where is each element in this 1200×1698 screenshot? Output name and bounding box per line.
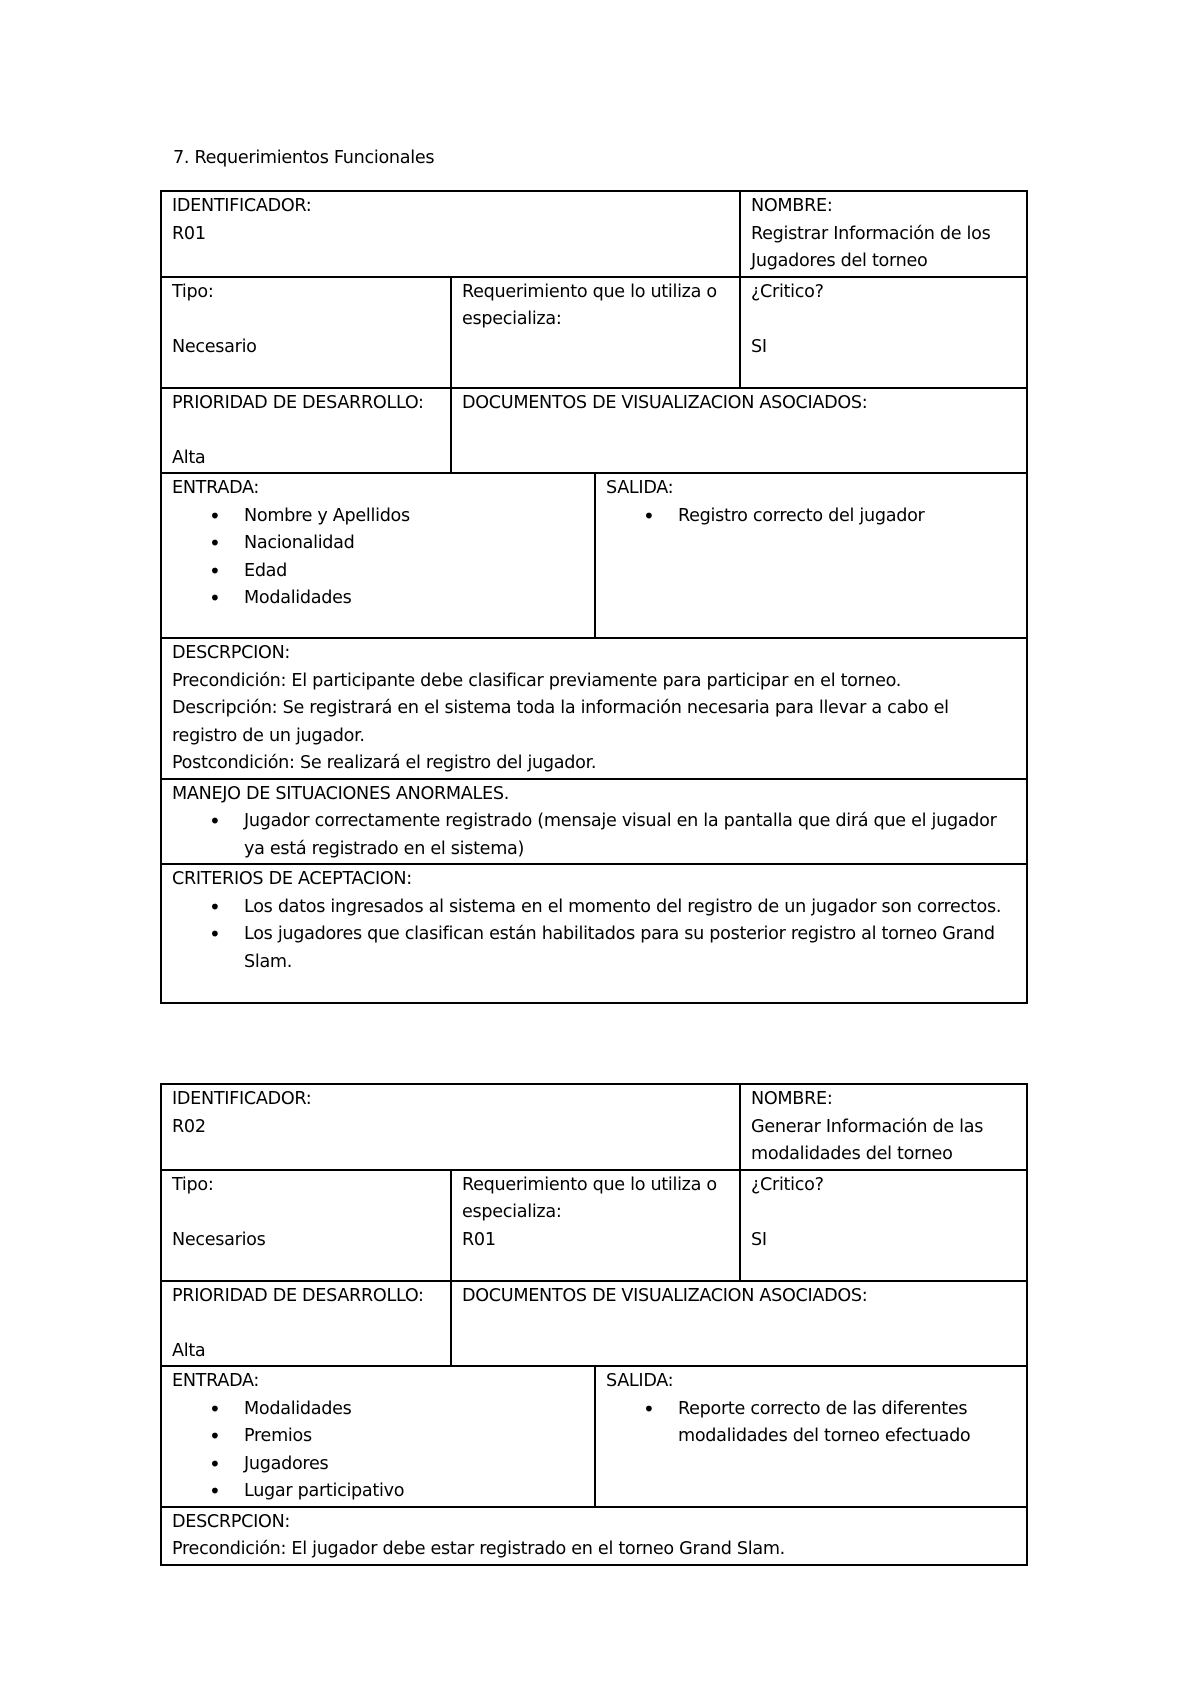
entrada-list	[172, 503, 586, 613]
descripcion-cell	[161, 1507, 1027, 1565]
requirement-table-r01	[160, 190, 1028, 1004]
list-item: • Modalidades	[244, 1396, 586, 1424]
salida-cell	[595, 473, 1027, 638]
manejo-label: MANEJO DE SITUACIONES ANORMALES.	[172, 783, 510, 804]
descripcion-text: Descripción: Se registrará en el sistema toda la información necesaria para llevar a cabo el registro de un jugador.	[172, 698, 949, 746]
identifier-cell	[161, 191, 740, 277]
tipo-cell	[161, 277, 451, 388]
prioridad-label: PRIORIDAD DE DESARROLLO:	[172, 1285, 424, 1306]
salida-label: SALIDA:	[606, 478, 674, 498]
criterios-label: CRITERIOS DE ACEPTACION:	[172, 869, 412, 889]
list-item: • Jugadores	[244, 1451, 586, 1479]
requirement-usage-cell	[451, 277, 740, 388]
name-label: NOMBRE:	[751, 196, 833, 216]
list-item: • Nacionalidad	[244, 530, 586, 558]
requirement-usage-value: R01	[462, 1229, 496, 1250]
entrada-label: ENTRADA:	[172, 1371, 260, 1391]
list-item: • Los jugadores que clasifican están habilitados para su posterior registro al torneo Grand Slam.	[244, 921, 1018, 976]
criterios-cell	[161, 864, 1027, 1003]
manejo-cell	[161, 779, 1027, 865]
critico-cell	[740, 1170, 1027, 1281]
salida-cell	[595, 1366, 1027, 1507]
requirement-usage-label: Requerimiento que lo utiliza o especializa:	[462, 1174, 717, 1222]
list-item: • Registro correcto del jugador	[678, 503, 1018, 531]
name-cell	[740, 191, 1027, 277]
name-value: Generar Información de las modalidades del torneo	[751, 1116, 984, 1164]
salida-list	[606, 503, 1018, 531]
precondicion-text: Precondición: El jugador debe estar registrado en el torneo Grand Slam.	[172, 1539, 785, 1559]
critico-value: SI	[751, 1229, 767, 1250]
critico-cell	[740, 277, 1027, 388]
identifier-value: R02	[172, 1116, 206, 1137]
manejo-list	[172, 808, 1018, 863]
prioridad-cell	[161, 388, 451, 474]
documentos-label: DOCUMENTOS DE VISUALIZACION ASOCIADOS:	[462, 392, 868, 413]
identifier-label: IDENTIFICADOR:	[172, 196, 312, 216]
descripcion-label: DESCRPCION:	[172, 643, 291, 663]
documentos-label: DOCUMENTOS DE VISUALIZACION ASOCIADOS:	[462, 1285, 868, 1306]
tipo-value: Necesario	[172, 336, 257, 357]
name-label: NOMBRE:	[751, 1089, 833, 1109]
section-heading: 7. Requerimientos Funcionales	[173, 148, 435, 168]
prioridad-cell	[161, 1281, 451, 1367]
tipo-label: Tipo:	[172, 1174, 214, 1195]
list-item: • Edad	[244, 558, 586, 586]
list-item: • Los datos ingresados al sistema en el momento del registro de un jugador son correctos.	[244, 894, 1018, 922]
documentos-cell	[451, 388, 1027, 474]
critico-label: ¿Critico?	[751, 281, 824, 302]
list-item: • Reporte correcto de las diferentes modalidades del torneo efectuado	[678, 1396, 1018, 1451]
requirement-usage-label: Requerimiento que lo utiliza o especializa:	[462, 281, 717, 329]
prioridad-value: Alta	[172, 447, 206, 468]
list-item: • Nombre y Apellidos	[244, 503, 586, 531]
tipo-cell	[161, 1170, 451, 1281]
entrada-label: ENTRADA:	[172, 478, 260, 498]
list-item: • Modalidades	[244, 585, 586, 613]
identifier-cell	[161, 1084, 740, 1170]
critico-label: ¿Critico?	[751, 1174, 824, 1195]
entrada-list	[172, 1396, 586, 1506]
precondicion-text: Precondición: El participante debe clasificar previamente para participar en el torneo.	[172, 670, 902, 691]
name-cell	[740, 1084, 1027, 1170]
criterios-list	[172, 894, 1018, 977]
tipo-value: Necesarios	[172, 1229, 266, 1250]
entrada-cell	[161, 1366, 595, 1507]
tipo-label: Tipo:	[172, 281, 214, 302]
descripcion-cell	[161, 638, 1027, 779]
identifier-value: R01	[172, 223, 206, 244]
salida-list	[606, 1396, 1018, 1451]
list-item: • Premios	[244, 1423, 586, 1451]
list-item: • Jugador correctamente registrado (mensaje visual en la pantalla que dirá que el jugador ya está registrado en el sistema)	[244, 808, 1018, 863]
documentos-cell	[451, 1281, 1027, 1367]
descripcion-label: DESCRPCION:	[172, 1511, 291, 1532]
requirement-usage-cell	[451, 1170, 740, 1281]
prioridad-label: PRIORIDAD DE DESARROLLO:	[172, 392, 424, 413]
postcondicion-text: Postcondición: Se realizará el registro del jugador.	[172, 753, 597, 773]
requirement-table-r02	[160, 1083, 1028, 1566]
list-item: • Lugar participativo	[244, 1478, 586, 1506]
entrada-cell	[161, 473, 595, 638]
salida-label: SALIDA:	[606, 1371, 674, 1391]
prioridad-value: Alta	[172, 1340, 206, 1361]
critico-value: SI	[751, 336, 767, 357]
identifier-label: IDENTIFICADOR:	[172, 1089, 312, 1109]
name-value: Registrar Información de los Jugadores del torneo	[751, 223, 991, 271]
